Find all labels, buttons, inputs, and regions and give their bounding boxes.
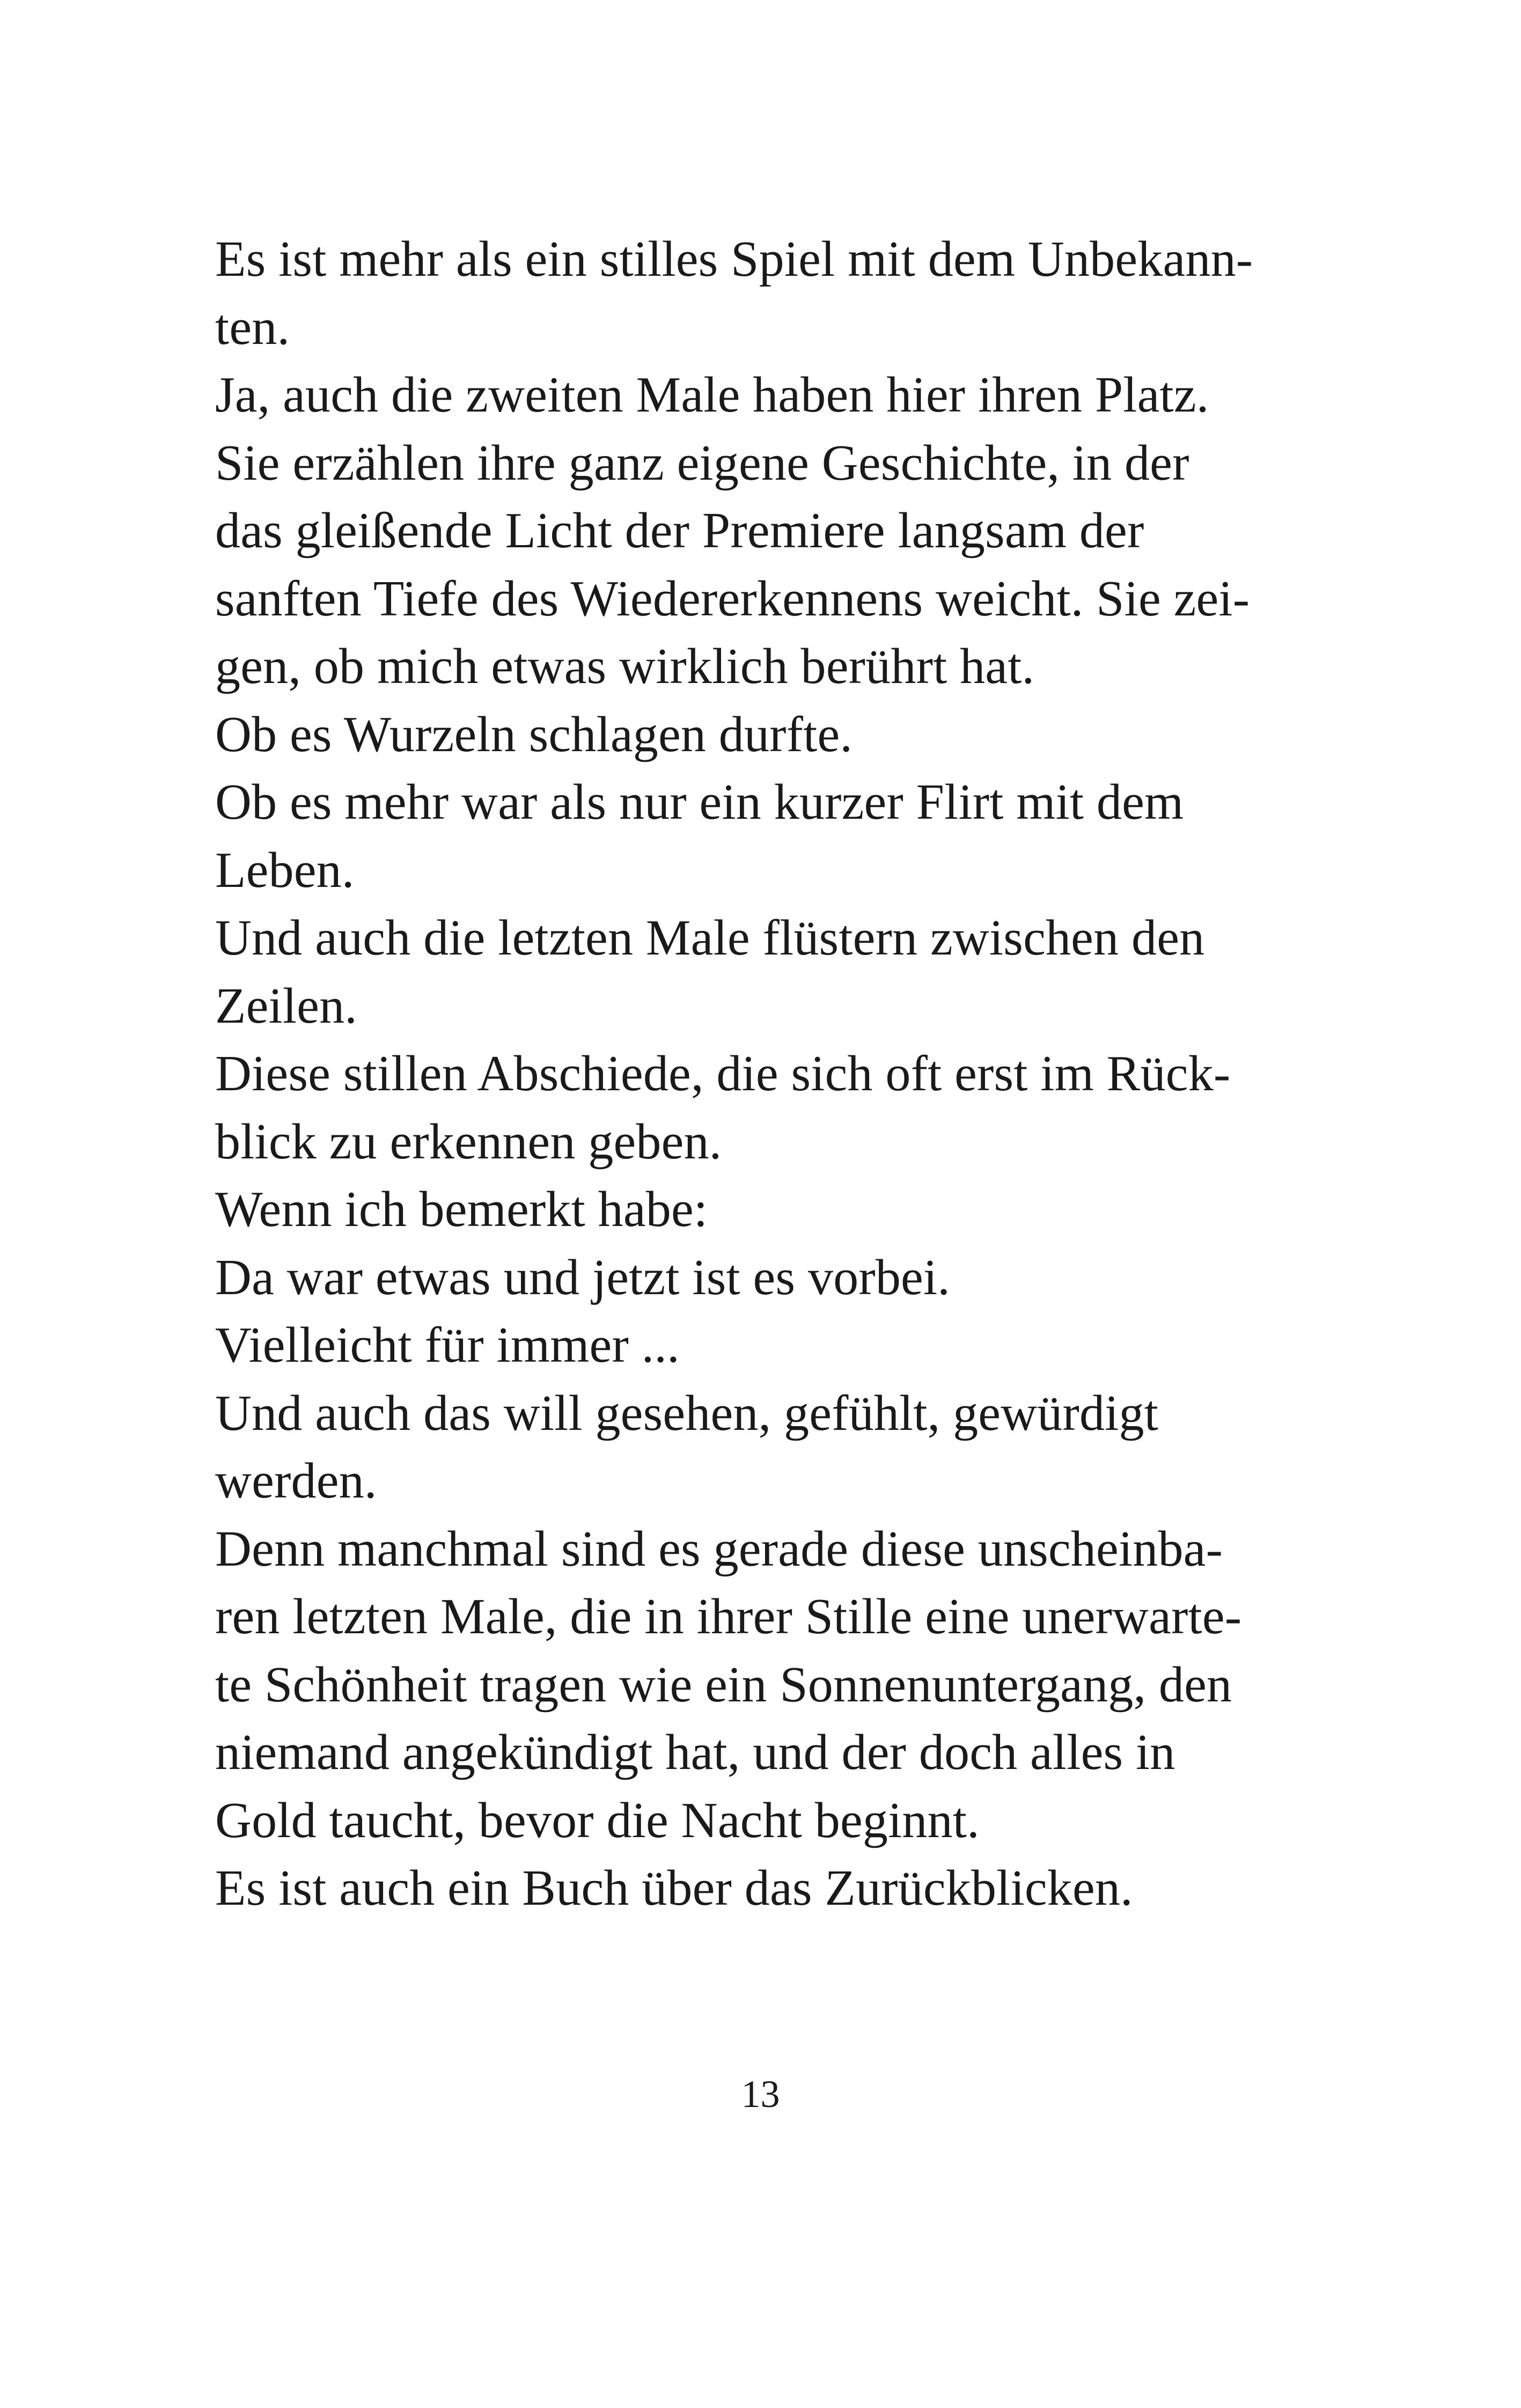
text-line: sanften Tiefe des Wiedererkennens weicht. Sie zei-: [215, 570, 1250, 627]
page-number: 13: [741, 2073, 780, 2116]
text-line: blick zu erkennen geben.: [215, 1113, 722, 1170]
text-line: Diese stillen Abschiede, die sich oft erst im Rück-: [215, 1046, 1231, 1102]
text-line: Zeilen.: [215, 978, 357, 1034]
text-line: gen, ob mich etwas wirklich berührt hat.: [215, 638, 1035, 694]
text-line: werden.: [215, 1453, 377, 1509]
text-line: ten.: [215, 299, 290, 355]
text-line: Es ist auch ein Buch über das Zurückblicken.: [215, 1860, 1133, 1916]
text-line: niemand angekündigt hat, und der doch alles in: [215, 1724, 1175, 1780]
text-line: Leben.: [215, 842, 355, 898]
text-line: te Schönheit tragen wie ein Sonnenuntergang, den: [215, 1656, 1232, 1713]
body-text: [215, 225, 1331, 1922]
text-line: Ob es Wurzeln schlagen durfte.: [215, 706, 853, 762]
text-line: das gleißende Licht der Premiere langsam der: [215, 503, 1144, 559]
text-line: Und auch das will gesehen, gefühlt, gewürdigt: [215, 1385, 1159, 1441]
text-line: Vielleicht für immer ...: [215, 1317, 680, 1373]
text-line: Da war etwas und jetzt ist es vorbei.: [215, 1249, 950, 1305]
text-line: Ob es mehr war als nur ein kurzer Flirt mit dem: [215, 774, 1184, 830]
text-line: Es ist mehr als ein stilles Spiel mit dem Unbekann-: [215, 231, 1253, 287]
text-line: Ja, auch die zweiten Male haben hier ihren Platz.: [215, 367, 1209, 423]
text-line: Und auch die letzten Male flüstern zwischen den: [215, 910, 1205, 966]
text-line: Denn manchmal sind es gerade diese unscheinba-: [215, 1521, 1223, 1577]
text-line: Wenn ich bemerkt habe:: [215, 1181, 708, 1237]
text-line: ren letzten Male, die in ihrer Stille eine unerwarte-: [215, 1589, 1242, 1645]
text-line: Sie erzählen ihre ganz eigene Geschichte, in der: [215, 435, 1189, 491]
text-line: Gold taucht, bevor die Nacht beginnt.: [215, 1792, 980, 1848]
